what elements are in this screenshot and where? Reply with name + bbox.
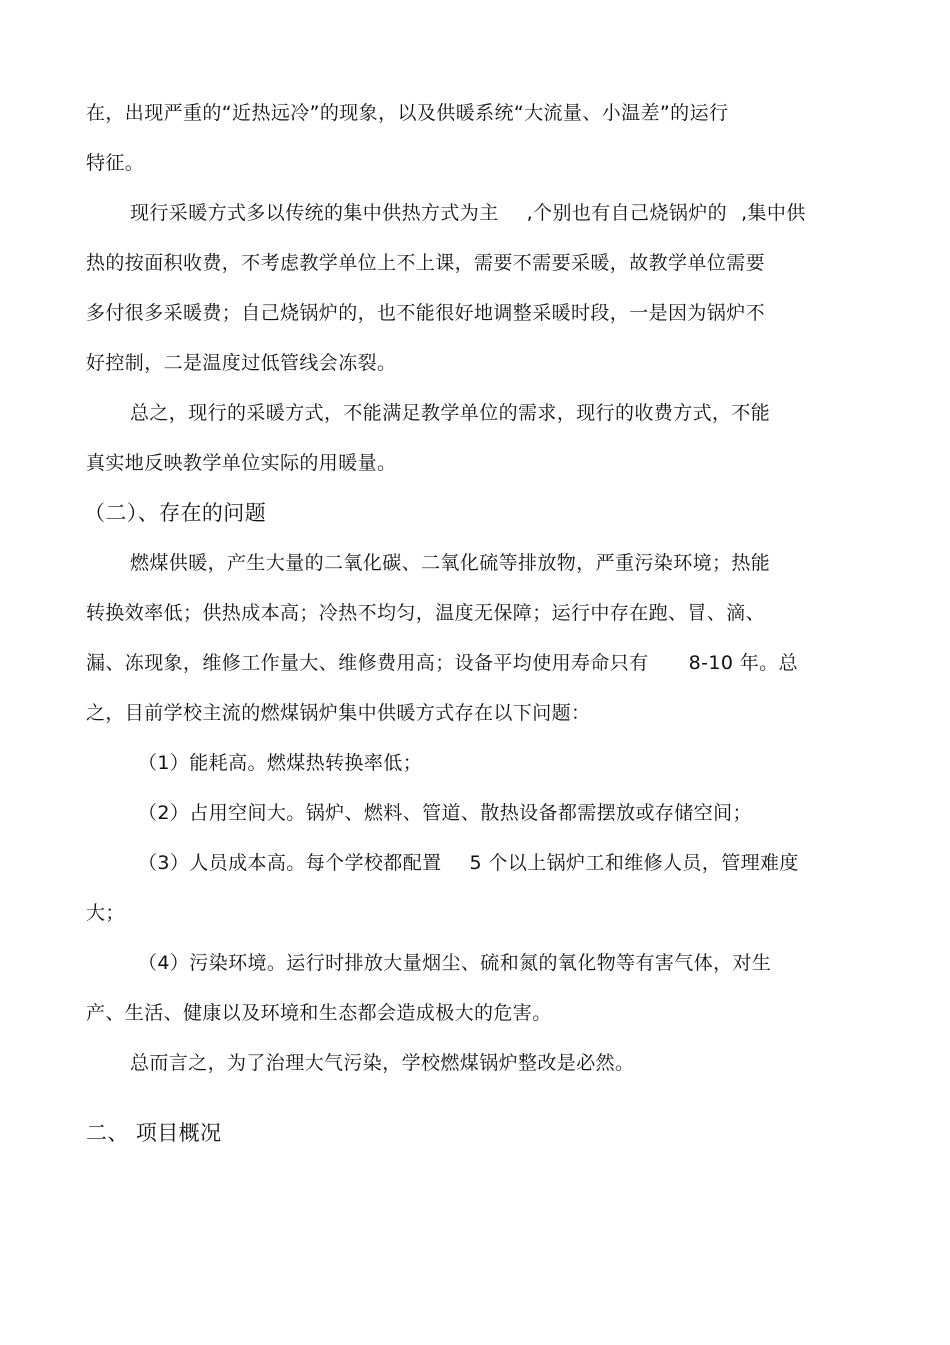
text-run: 特征。 <box>86 152 145 174</box>
text-run: 燃煤供暖，产生大量的二氧化碳、二氧化硫等排放物，严重污染环境；热能 <box>130 552 771 574</box>
text-run: 热的按面积收费，不考虑教学单位上不上课，需要不需要采暖，故教学单位需要 <box>86 252 766 274</box>
text-run: 大； <box>86 902 125 924</box>
text-run: 转换效率低；供热成本高；冷热不均匀，温度无保障；运行中存在跑、冒、滴、 <box>86 602 766 624</box>
section-heading <box>86 1120 221 1146</box>
paragraph-line <box>86 600 765 626</box>
text-run: 多付很多采暖费；自己烧锅炉的，也不能很好地调整采暖时段，一是因为锅炉不 <box>86 302 766 324</box>
paragraph-line <box>130 1050 634 1076</box>
heading-text: （二）、存在的问题 <box>84 501 267 525</box>
paragraph-line <box>86 1000 552 1026</box>
text-run: （1）能耗高。燃煤热转换率低； <box>138 752 423 774</box>
heading-text: 二、 项目概况 <box>86 1121 222 1145</box>
list-item <box>138 850 799 876</box>
text-run: （2）占用空间大。锅炉、燃料、管道、散热设备都需摆放或存储空间； <box>138 802 752 824</box>
paragraph-line <box>86 350 396 376</box>
paragraph-line <box>86 300 765 326</box>
section-heading <box>84 500 266 526</box>
text-run: 总而言之，为了治理大气污染，学校燃煤锅炉整改是必然。 <box>130 1052 635 1074</box>
text-run: （4）污染环境。运行时排放大量烟尘、硫和氮的氧化物等有害气体，对生 <box>138 952 772 974</box>
list-item <box>138 750 422 776</box>
paragraph-line <box>86 650 798 676</box>
paragraph-line <box>86 150 144 176</box>
text-run: ,集中供 <box>741 202 806 224</box>
text-run: （3）人员成本高。每个学校都配置 <box>138 852 442 874</box>
paragraph-line <box>130 400 770 426</box>
paragraph-line <box>86 450 396 476</box>
paragraph-line <box>86 100 728 126</box>
paragraph-line <box>86 700 590 726</box>
paragraph-line <box>86 250 765 276</box>
text-run: 现行采暖方式多以传统的集中供热方式为主 <box>130 202 499 224</box>
text-run: 漏、冻现象，维修工作量大、维修费用高；设备平均使用寿命只有 <box>86 652 649 674</box>
text-run: 5 个以上锅炉工和维修人员，管理难度 <box>469 852 799 874</box>
text-run: 产、生活、健康以及环境和生态都会造成极大的危害。 <box>86 1002 552 1024</box>
paragraph-line <box>86 900 125 926</box>
text-run: 好控制，二是温度过低管线会冻裂。 <box>86 352 397 374</box>
text-run: 之，目前学校主流的燃煤锅炉集中供暖方式存在以下问题： <box>86 702 591 724</box>
text-run: 在，出现严重的“近热远冷”的现象，以及供暖系统“大流量、小温差”的运行 <box>86 102 729 124</box>
paragraph-line <box>130 200 806 226</box>
list-item <box>138 800 752 826</box>
text-run: 总之，现行的采暖方式，不能满足教学单位的需求，现行的收费方式，不能 <box>130 402 771 424</box>
paragraph-line <box>130 550 770 576</box>
list-item <box>138 950 771 976</box>
text-run: ,个别也有自己烧锅炉的 <box>526 202 728 224</box>
text-run: 真实地反映教学单位实际的用暖量。 <box>86 452 397 474</box>
text-run: 8-10 年。总 <box>688 652 798 674</box>
